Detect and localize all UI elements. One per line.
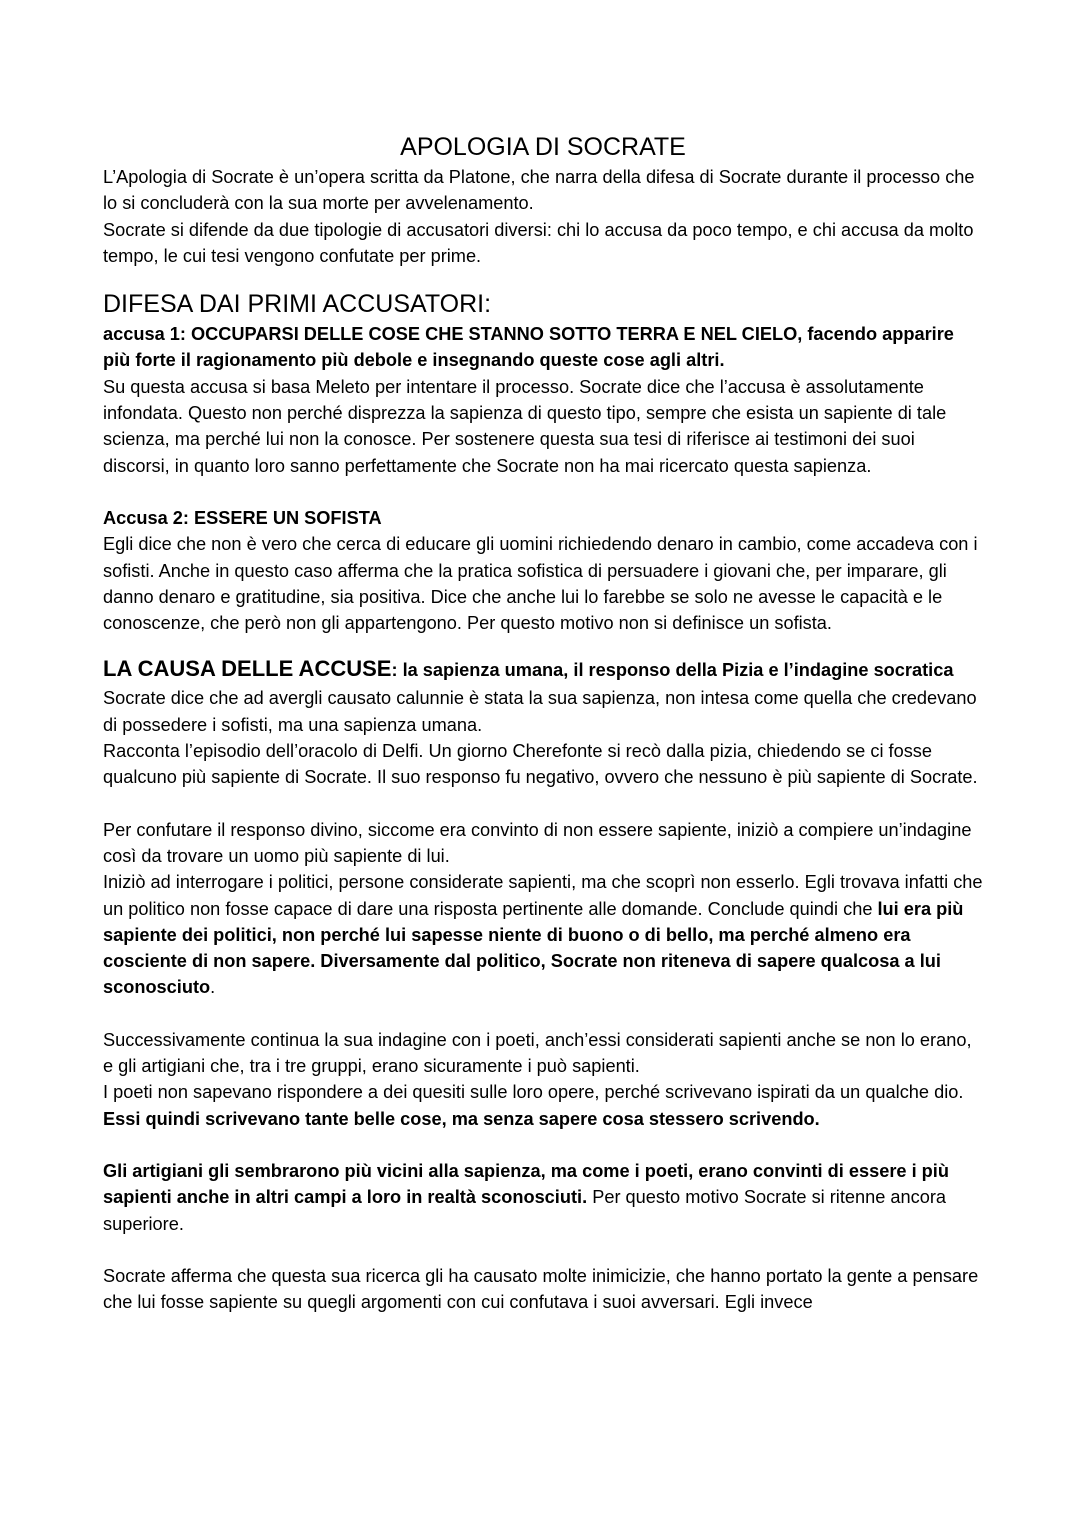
causa-paragraph-4 [103, 869, 983, 1000]
section-heading-causa-accuse [103, 654, 983, 685]
causa-paragraph-7 [103, 1158, 983, 1237]
causa-paragraph-6-plain: I poeti non sapevano rispondere a dei quesiti sulle loro opere, perché scrivevano ispirati da un qualche dio. [103, 1082, 964, 1103]
causa-paragraph-2: Racconta l’episodio dell’oracolo di Delfi. Un giorno Cherefonte si recò dalla pizia, chiedendo se ci fosse qualcuno più sapiente di Socrate. Il suo responso fu negativo, ovvero che nessuno è più sapiente di Socrate. [103, 741, 978, 788]
accusa-1-title-text: accusa 1: OCCUPARSI DELLE COSE CHE STANNO SOTTO TERRA E NEL CIELO, facendo apparire più forte il ragionamento più debole e insegnando queste cose agli altri. [103, 324, 954, 371]
section-heading-main: LA CAUSA DELLE ACCUSE [103, 656, 392, 682]
section-heading-subtitle: : la sapienza umana, il responso della Pizia e l’indagine socratica [391, 660, 954, 681]
intro-paragraph-2: Socrate si difende da due tipologie di accusatori diversi: chi lo accusa da poco tempo, e chi accusa da molto tempo, le cui tesi vengono confutate per prime. [103, 219, 974, 266]
accusa-2-title-text: Accusa 2: ESSERE UN SOFISTA [103, 507, 382, 528]
spacer [103, 791, 983, 817]
causa-paragraph-7-plain: Per questo motivo Socrate si ritenne ancora superiore. [103, 1187, 947, 1234]
document-title: APOLOGIA DI SOCRATE [400, 133, 686, 161]
causa-paragraph-4-end: . [210, 977, 216, 998]
causa-paragraph-6 [103, 1079, 983, 1132]
causa-paragraph-4-plain: Iniziò ad interrogare i politici, persone considerate sapienti, ma che scoprì non esserlo. Egli trovava infatti che un politico non fosse capace di dare una risposta pertinente alle domande. Conclude quindi che [103, 872, 983, 919]
section-heading-primi-accusatori: DIFESA DAI PRIMI ACCUSATORI: [103, 290, 492, 319]
intro-paragraph-1: L’Apologia di Socrate è un’opera scritta da Platone, che narra della difesa di Socrate durante il processo che lo si concluderà con la sua morte per avvelenamento. [103, 167, 975, 214]
accusa-2-title [103, 505, 983, 531]
causa-paragraph-6-bold: Essi quindi scrivevano tante belle cose, ma senza sapere cosa stessero scrivendo. [103, 1108, 820, 1129]
causa-paragraph-5: Successivamente continua la sua indagine con i poeti, anch’essi considerati sapienti anche se non lo erano, e gli artigiani che, tra i tre gruppi, erano sicuramente i può sapienti. [103, 1029, 972, 1077]
spacer [103, 1132, 983, 1158]
causa-paragraph-4-bold: lui era più sapiente dei politici, non perché lui sapesse niente di buono o di bello, ma perché almeno era cosciente di non sapere. Diversamente dal politico, Socrate non riteneva di sapere qualcosa a lui sconosciuto [103, 898, 964, 998]
spacer [103, 636, 983, 654]
spacer [103, 1237, 983, 1263]
spacer [103, 1001, 983, 1027]
causa-paragraph-1: Socrate dice che ad avergli causato calunnie è stata la sua sapienza, non intesa come quella che credevano di possedere i sofisti, ma una sapienza umana. [103, 688, 977, 735]
causa-paragraph-7-bold: Gli artigiani gli sembrarono più vicini alla sapienza, ma come i poeti, erano convinti di essere i più sapienti anche in altri campi a loro in realtà sconosciuti. [103, 1160, 949, 1208]
causa-paragraph-3: Per confutare il responso divino, siccome era convinto di non essere sapiente, iniziò a compiere un’indagine così da trovare un uomo più sapiente di lui. [103, 819, 972, 866]
causa-paragraph-8: Socrate afferma che questa sua ricerca gli ha causato molte inimicizie, che hanno portato la gente a pensare che lui fosse sapiente su quegli argomenti con cui confutava i suoi avversari. Egli invece [103, 1265, 979, 1313]
spacer [103, 479, 983, 505]
accusa-2-text: Egli dice che non è vero che cerca di educare gli uomini richiedendo denaro in cambio, come accadeva con i sofisti. Anche in questo caso afferma che la pratica sofistica di persuadere i giovani che, per imparare, gli danno denaro e gratitudine, sia positiva. Dice che anche lui lo farebbe se solo ne avesse le capacità e le conoscenze, che però non gli appartengono. Per questo motivo non si definisce un sofista. [103, 534, 978, 634]
accusa-1-title [103, 321, 983, 374]
accusa-1-text: Su questa accusa si basa Meleto per intentare il processo. Socrate dice che l’accusa è assolutamente infondata. Questo non perché disprezza la sapienza di questo tipo, sempre che esista un sapiente di tale scienza, ma perché lui non la conosce. Per sostenere questa sua tesi di riferisce ai testimoni dei suoi discorsi, in quanto loro sanno perfettamente che Socrate non ha mai ricercato questa sapienza. [103, 376, 947, 476]
document-page [103, 130, 983, 1315]
